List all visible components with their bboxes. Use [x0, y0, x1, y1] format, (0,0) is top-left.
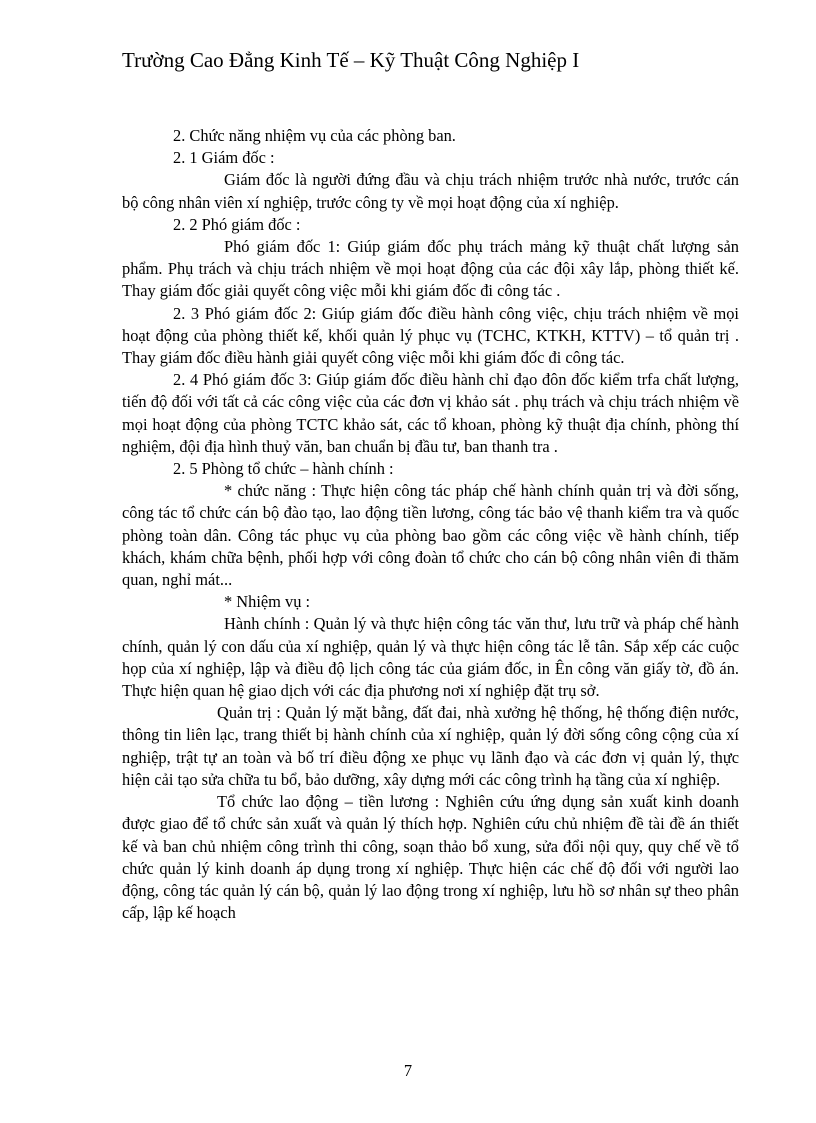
paragraph-deputy-director-3: 2. 4 Phó giám đốc 3: Giúp giám đốc điều hành chỉ đạo đôn đốc kiểm trfa chất lượng, tiến độ đối với tất cả các công việc của các đơn vị khảo sát . phụ trách và chịu trách nhiệm về mọi hoạt động của phòng TCTC khảo sát, các tổ khoan, phòng kỹ thuật địa chính, phòng thí nghiệm, đội địa hình thuỷ văn, ban chuẩn bị đầu tư, ban thanh tra .	[122, 370, 739, 456]
paragraph-functions: * chức năng : Thực hiện công tác pháp chế hành chính quản trị và đời sống, công tác tổ chức cán bộ đào tạo, lao động tiền lương, công tác bảo vệ thanh kiểm tra và quốc phòng toàn dân. Công tác phục vụ của phòng bao gồm các công việc về hành chính, tiếp khách, khám chữa bệnh, phối hợp với công đoàn tổ chức cho cán bộ công nhân viên đi thăm quan, nghỉ mát...	[122, 481, 739, 590]
page-header: Trường Cao Đẳng Kinh Tế – Kỹ Thuật Công Nghiệp I	[122, 48, 580, 72]
subheading-director: 2. 1 Giám đốc :	[173, 148, 275, 168]
paragraph-administration: Hành chính : Quản lý và thực hiện công tác văn thư, lưu trữ và pháp chế hành chính, quản lý con dấu của xí nghiệp, quản lý và thực hiện công tác lễ tân. Sắp xếp các cuộc họp của xí nghiệp, lập và điều độ lịch công tác của giám đốc, in Ên công văn giấy tờ, đồ án. Thực hiện quan hệ giao dịch với các địa phương nơi xí nghiệp đặt trụ sở.	[122, 614, 739, 701]
subheading-deputy-director: 2. 2 Phó giám đốc :	[173, 214, 301, 234]
page-number: 7	[403, 1061, 413, 1080]
paragraph-deputy-director-1: Phó giám đốc 1: Giúp giám đốc phụ trách mảng kỹ thuật chất lượng sản phẩm. Phụ trách và chịu trách nhiệm về mọi hoạt động của các đội xây lắp, phòng thiết kế. Thay giám đốc giải quyết công việc mỗi khi giám đốc đi công tác .	[122, 237, 739, 301]
paragraph-director: Giám đốc là người đứng đầu và chịu trách nhiệm trước nhà nước, trước cán bộ công nhân viên xí nghiệp, trước công ty về mọi hoạt động của xí nghiệp.	[122, 170, 739, 212]
paragraph-management: Quản trị : Quản lý mặt bằng, đất đai, nhà xưởng hệ thống, hệ thống điện nước, thông tin liên lạc, trang thiết bị hành chính của xí nghiệp, quản lý đời sống công cộng của xí nghiệp, trật tự an toàn và bố trí điều động xe phục vụ lãnh đạo và các đơn vị quản lý, thực hiện cải tạo sửa chữa tu bổ, bảo dưỡng, xây dựng mới các công trình hạ tầng của xí nghiệp.	[122, 703, 739, 789]
subheading-duties: * Nhiệm vụ :	[224, 592, 311, 612]
paragraph-labor-salary: Tổ chức lao động – tiền lương : Nghiên cứu ứng dụng sản xuất kinh doanh được giao để tổ chức sản xuất và quản lý thích hợp. Nghiên cứu chủ nhiệm đề tài đề án thiết kế và ban chủ nhiệm công trình thi công, soạn thảo bổ xung, sửa đổi nội quy, quy chế về tổ chức quản lý kinh doanh áp dụng trong xí nghiệp. Thực hiện các chế độ đối với người lao động, công tác quản lý cán bộ, quản lý lao động trong xí nghiệp, lưu hồ sơ nhân sự theo phân cấp, lập kế hoạch	[122, 792, 739, 923]
paragraph-deputy-director-2: 2. 3 Phó giám đốc 2: Giúp giám đốc điều hành công việc, chịu trách nhiệm về mọi hoạt động của phòng thiết kế, khối quản lý phục vụ (TCHC, KTKH, KTTV) – tổ quản trị . Thay giám đốc điều hành giải quyết công việc mỗi khi giám đốc đi công tác.	[122, 303, 739, 368]
section-heading-functions: 2. Chức năng nhiệm vụ của các phòng ban.	[173, 126, 456, 145]
subheading-admin-department: 2. 5 Phòng tổ chức – hành chính :	[173, 459, 394, 479]
document-body	[122, 125, 739, 924]
